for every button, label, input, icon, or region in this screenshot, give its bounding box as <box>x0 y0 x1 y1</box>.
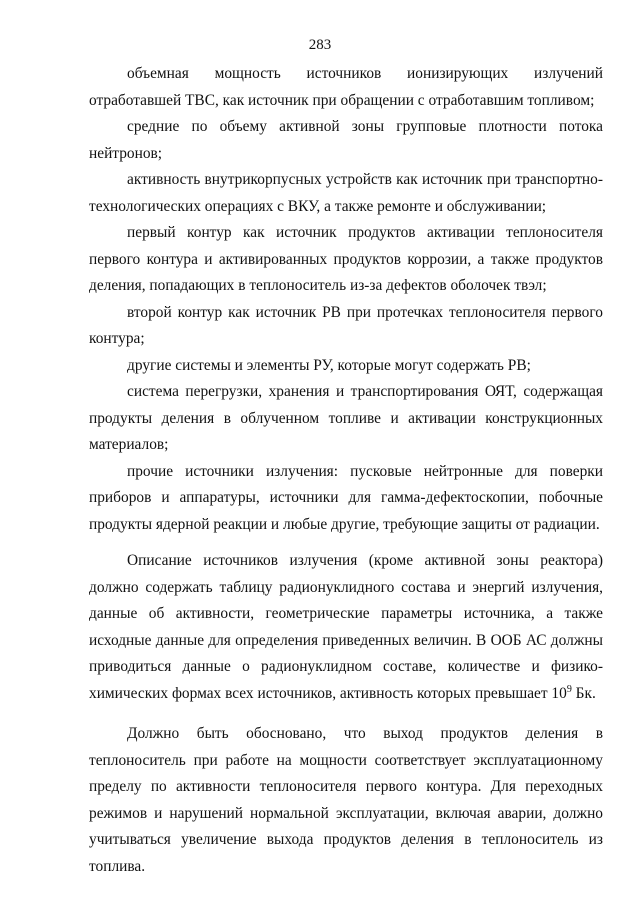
paragraph-source-description <box>89 548 603 707</box>
list-item-other-sources: прочие источники излучения: пусковые нейтронные для поверки приборов и аппаратуры, источники для гамма-дефектоскопии, побочные продукты ядерной реакции и любые другие, требующие защиты от радиации. <box>89 462 603 533</box>
page-number: 283 <box>308 37 332 53</box>
list-item-other-systems: другие системы и элементы РУ, которые могут содержать РВ; <box>127 356 531 374</box>
document-body <box>89 61 603 880</box>
list-item-spent-fuel-sources: объемная мощность источников ионизирующих излучений отработавшей ТВС, как источник при обращении с отработавшим топливом; <box>89 65 603 109</box>
list-item-primary-circuit: первый контур как источник продуктов активации теплоносителя первого контура и активированных продуктов коррозии, а также продуктов деления, попадающих в теплоноситель из-за дефектов оболочек твэл; <box>89 224 603 294</box>
list-item-neutron-flux: средние по объему активной зоны групповые плотности потока нейтронов; <box>89 118 603 162</box>
list-item-secondary-circuit: второй контур как источник РВ при протечках теплоносителя первого контура; <box>89 303 603 347</box>
paragraph-source-description-text: Описание источников излучения (кроме активной зоны реактора) должно содержать таблицу радионуклидного состава и энергий излучения, данные об активности, геометрические параметры источника, а также исходные данные для определения приведенных величин. В ООБ АС должны приводиться данные о радионуклидном составе, количестве и физико-химических формах всех источников, активность которых превышает 10 <box>89 552 603 702</box>
activity-unit: Бк. <box>571 684 596 702</box>
list-item-fuel-handling-system: система перегрузки, хранения и транспортирования ОЯТ, содержащая продукты деления в облученном топливе и активации конструкционных материалов; <box>89 383 603 453</box>
list-item-internals-activity: активность внутрикорпусных устройств как источник при транспортно-технологических операциях с ВКУ, а также ремонте и обслуживании; <box>89 171 603 215</box>
paragraph-fission-products-release: Должно быть обосновано, что выход продуктов деления в теплоноситель при работе на мощности соответствует эксплуатационному пределу по активности теплоносителя первого контура. Для переходных режимов и нарушений нормальной эксплуатации, включая аварии, должно учитываться увеличение выхода продуктов деления в теплоноситель из топлива. <box>89 725 603 875</box>
activity-exponent: 9 <box>566 683 572 695</box>
